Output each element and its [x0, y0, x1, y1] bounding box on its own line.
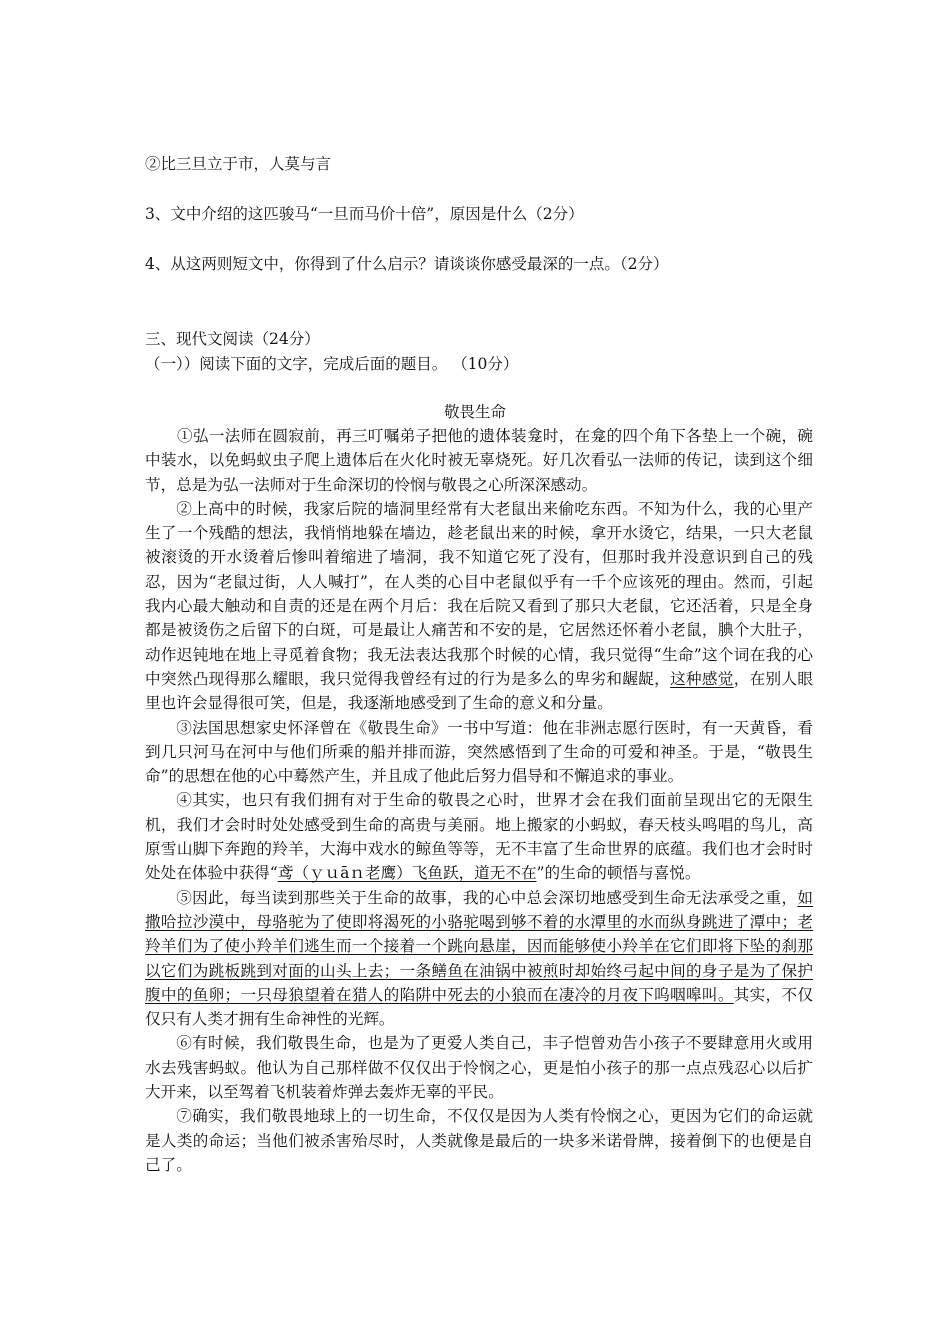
paragraph-7: ⑦确实，我们敬畏地球上的一切生命，不仅仅是因为人类有怜悯之心，更因为它们的命运就是人类的命运；当他们被杀害殆尽时，人类就像是最后的一块多米诺骨牌，接着倒下的也便是自己了。: [145, 1107, 813, 1174]
paragraph-3: ③法国思想家史怀泽曾在《敬畏生命》一书中写道：他在非洲志愿行医时，有一天黄昏，看到几只河马在河中与他们所乘的船并排而游，突然感悟到了生命的可爱和神圣。于是，“敬畏生命”的思想在他的心中蓦然产生，并且成了他此后努力倡导和不懈追求的事业。: [145, 718, 813, 786]
question-3: 3、文中介绍的这匹骏马“一旦而马价十倍”，原因是什么（2分）: [145, 205, 584, 223]
paragraph-5-text-b: 其实，不仅仅只有人类才拥有生命神性的光辉。: [145, 985, 813, 1029]
paragraph-4: [145, 788, 813, 885]
paragraph-6: ⑥有时候，我们敬畏生命，也是为了更爱人类自己，丰子恺曾劝告小孩子不要肆意用火或用水去残害蚂蚁。他认为自己那样做不仅仅出于怜悯之心，更是怕小孩子的那一点点残忍心以后扩大开来，以至驾着飞机装着炸弹去轰炸无辜的平民。: [145, 1034, 813, 1102]
question-4: 4、从这两则短文中，你得到了什么启示？请谈谈你感受最深的一点。（2分）: [145, 255, 669, 273]
paragraph-4-text-b: ”的生命的顿悟与喜悦。: [536, 864, 701, 883]
passage-body: [145, 424, 813, 1177]
paragraph-1: ①弘一法师在圆寂前，再三叮嘱弟子把他的遗体装龛时，在龛的四个角下各垫上一个碗，碗中装水，以免蚂蚁虫子爬上遗体后在火化时被无辜烧死。好几次看弘一法师的传记，读到这个细节，总是为弘一法师对于生命深切的怜悯与敬畏之心所深深感动。: [145, 427, 813, 494]
section-instruction: （一））阅读下面的文字，完成后面的题目。 （10分）: [145, 355, 519, 373]
paragraph-5: [145, 886, 813, 1032]
question-item-2: ②比三旦立于市，人莫与言: [145, 155, 332, 173]
paragraph-2: [145, 497, 813, 716]
underlined-quote: 鸢（ｙｕāｎ老鹰）飞鱼跃，道无不在: [277, 864, 537, 883]
passage-title: 敬畏生命: [443, 403, 506, 421]
paragraph-2-text-b: ，在别人眼里也许会显得很可笑，但是，我逐渐地感受到了生命的意义和分量。: [145, 669, 813, 713]
underlined-examples: 如撒哈拉沙漠中，母骆驼为了使即将渴死的小骆驼喝到够不着的水潭里的水而纵身跳进了潭中；老羚羊们为了使小羚羊们逃生而一个接着一个跳向悬崖，因而能够使小羚羊在它们即将下坠的刹那以它们为跳板跳到对面的山头上去；一条鳝鱼在油锅中被煎时却始终弓起中间的身子是为了保护腹中的鱼卵；一只母狼望着在猎人的陷阱中死去的小狼而在凄冷的月夜下呜咽嗥叫。: [145, 888, 813, 1004]
section-heading: 三、现代文阅读（24分）: [145, 330, 320, 348]
paragraph-2-text-a: ②上高中的时候，我家后院的墙洞里经常有大老鼠出来偷吃东西。不知为什么，我的心里产生了一个残酷的想法，我悄悄地躲在墙边，趁老鼠出来的时候，拿开水烫它，结果，一只大老鼠被滚烫的开水烫着后惨叫着缩进了墙洞，我不知道它死了没有，但那时我并没意识到自己的残忍，因为“老鼠过街，人人喊打”，在人类的心目中老鼠似乎有一千个应该死的理由。然而，引起我内心最大触动和自责的还是在两个月后：我在后院又看到了那只大老鼠，它还活着，只是全身都是被烫伤之后留下的白斑，可是最让人痛苦和不安的是，它居然还怀着小老鼠，腆个大肚子，动作迟钝地在地上寻觅着食物；我无法表达我那个时候的心情，我只觉得“生命”这个词在我的心中突然凸现得那么耀眼，我只觉得我曾经有过的行为是多么的卑劣和龌龊，: [145, 499, 813, 688]
underlined-phrase: 这种感觉: [670, 669, 734, 688]
paragraph-4-text-a: ④其实，也只有我们拥有对于生命的敬畏之心时，世界才会在我们面前呈现出它的无限生机，我们才会时时处处感受到生命的高贵与美丽。地上搬家的小蚂蚁，春天枝头鸣唱的鸟儿，高原雪山脚下奔跑的羚羊，大海中戏水的鲸鱼等等，无不丰富了生命世界的底蕴。我们也才会时时处处在体验中获得“: [145, 791, 813, 883]
paragraph-5-text-a: ⑤因此，每当读到那些关于生命的故事，我的心中总会深切地感受到生命无法承受之重，: [176, 888, 798, 907]
